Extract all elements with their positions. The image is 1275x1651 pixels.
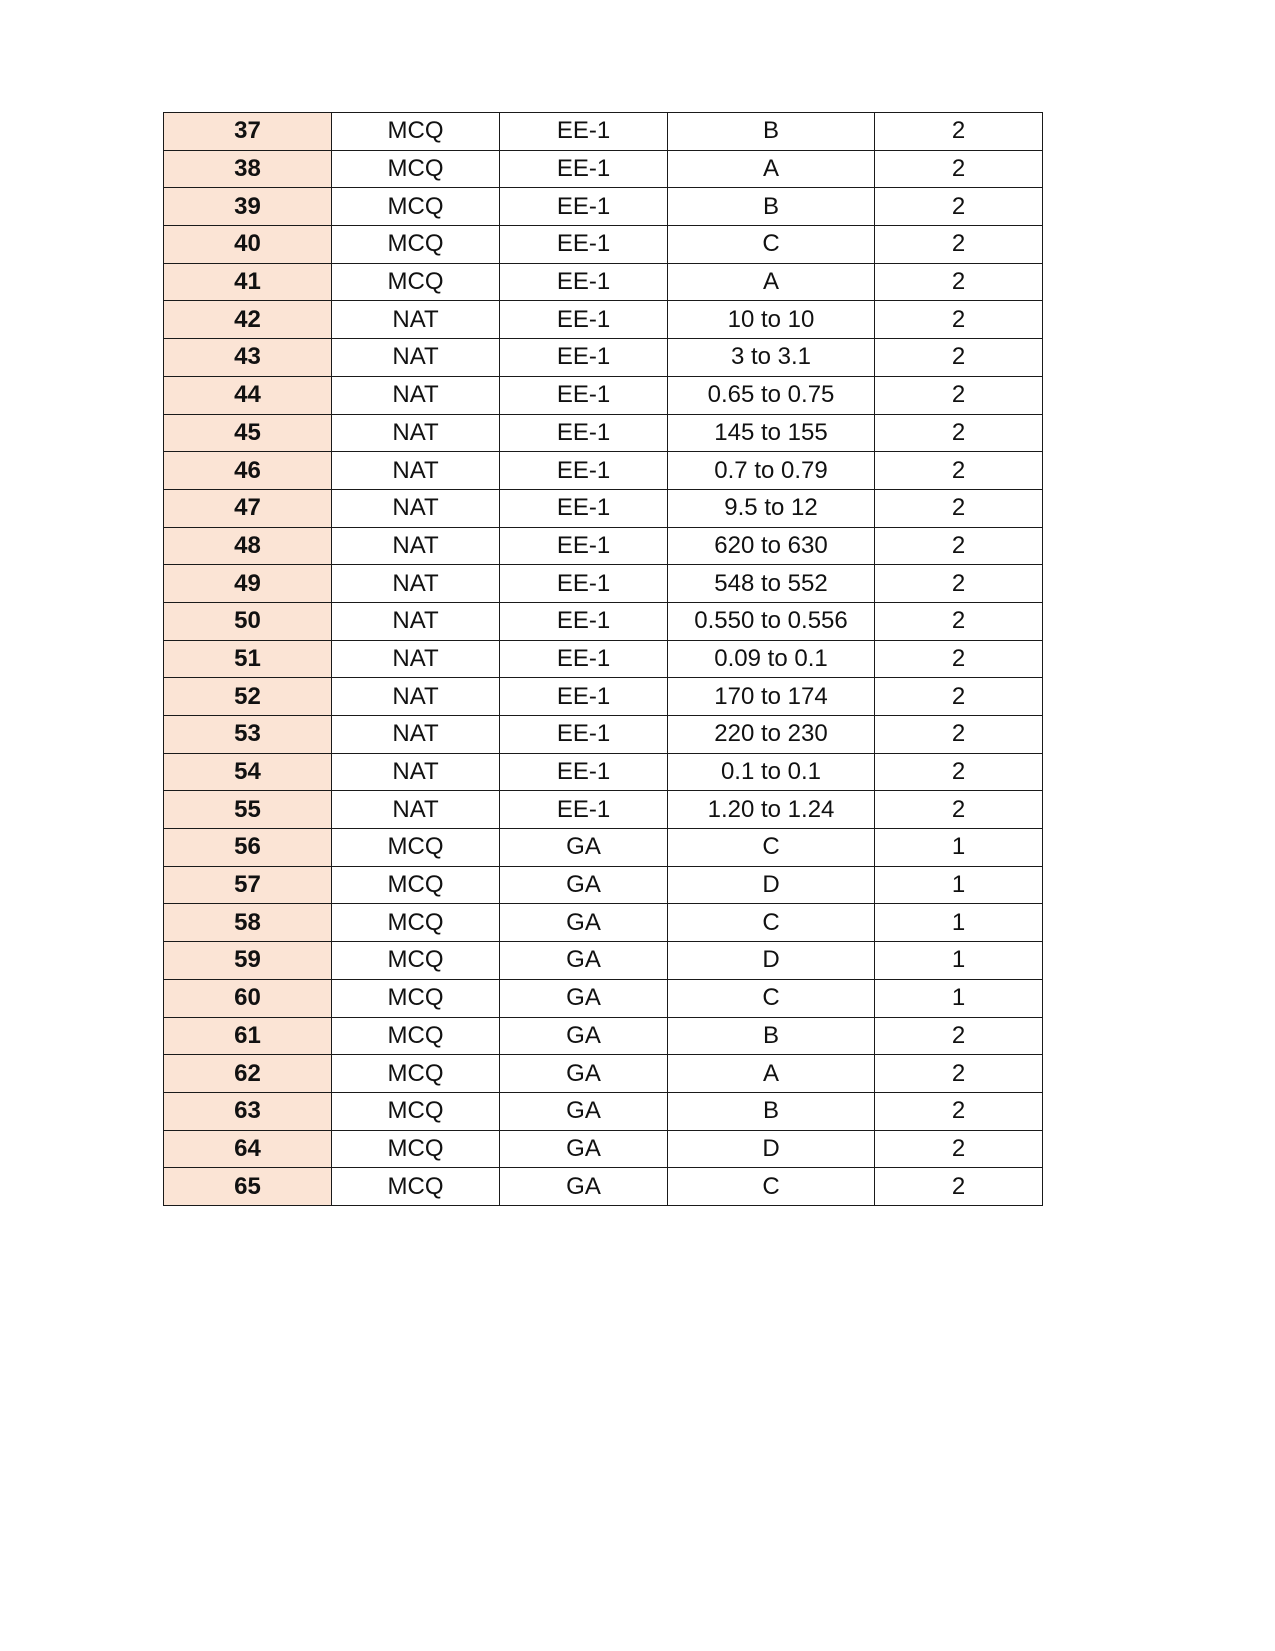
question-number-cell: 47 <box>164 489 332 527</box>
marks-cell: 2 <box>875 188 1043 226</box>
question-type-cell: NAT <box>332 640 500 678</box>
question-type-cell: MCQ <box>332 979 500 1017</box>
marks-cell: 2 <box>875 1055 1043 1093</box>
answer-key-cell: B <box>668 188 875 226</box>
question-number-cell: 39 <box>164 188 332 226</box>
marks-cell: 2 <box>875 1168 1043 1206</box>
marks-cell: 2 <box>875 414 1043 452</box>
section-cell: EE-1 <box>500 753 668 791</box>
table-row <box>164 376 1043 414</box>
question-number-cell: 58 <box>164 904 332 942</box>
marks-cell: 2 <box>875 602 1043 640</box>
table-row <box>164 866 1043 904</box>
marks-cell: 2 <box>875 1092 1043 1130</box>
answer-key-cell: 220 to 230 <box>668 716 875 754</box>
section-cell: EE-1 <box>500 452 668 490</box>
section-cell: EE-1 <box>500 188 668 226</box>
question-number-cell: 46 <box>164 452 332 490</box>
section-cell: EE-1 <box>500 678 668 716</box>
table-row <box>164 979 1043 1017</box>
question-type-cell: MCQ <box>332 942 500 980</box>
marks-cell: 2 <box>875 791 1043 829</box>
marks-cell: 2 <box>875 640 1043 678</box>
marks-cell: 2 <box>875 716 1043 754</box>
section-cell: GA <box>500 1130 668 1168</box>
question-number-cell: 49 <box>164 565 332 603</box>
answer-key-cell: 1.20 to 1.24 <box>668 791 875 829</box>
question-type-cell: NAT <box>332 339 500 377</box>
section-cell: GA <box>500 1017 668 1055</box>
question-type-cell: MCQ <box>332 226 500 264</box>
table-row <box>164 904 1043 942</box>
question-type-cell: MCQ <box>332 1092 500 1130</box>
marks-cell: 2 <box>875 150 1043 188</box>
question-number-cell: 50 <box>164 602 332 640</box>
section-cell: EE-1 <box>500 414 668 452</box>
question-number-cell: 57 <box>164 866 332 904</box>
answer-key-cell: 0.65 to 0.75 <box>668 376 875 414</box>
answer-key-cell: 0.09 to 0.1 <box>668 640 875 678</box>
table-row <box>164 150 1043 188</box>
answer-key-cell: D <box>668 942 875 980</box>
marks-cell: 2 <box>875 753 1043 791</box>
table-row <box>164 1055 1043 1093</box>
question-type-cell: NAT <box>332 678 500 716</box>
answer-key-cell: 10 to 10 <box>668 301 875 339</box>
question-number-cell: 61 <box>164 1017 332 1055</box>
question-type-cell: MCQ <box>332 866 500 904</box>
answer-key-cell: A <box>668 263 875 301</box>
table-row <box>164 301 1043 339</box>
question-number-cell: 45 <box>164 414 332 452</box>
question-number-cell: 48 <box>164 527 332 565</box>
question-type-cell: NAT <box>332 414 500 452</box>
question-number-cell: 64 <box>164 1130 332 1168</box>
answer-key-body <box>164 113 1043 1206</box>
table-row <box>164 452 1043 490</box>
question-type-cell: NAT <box>332 376 500 414</box>
section-cell: EE-1 <box>500 791 668 829</box>
answer-key-cell: C <box>668 829 875 867</box>
answer-key-table <box>163 112 1043 1206</box>
question-type-cell: NAT <box>332 753 500 791</box>
question-number-cell: 52 <box>164 678 332 716</box>
answer-key-cell: 9.5 to 12 <box>668 489 875 527</box>
question-number-cell: 51 <box>164 640 332 678</box>
question-type-cell: MCQ <box>332 1055 500 1093</box>
table-row <box>164 1168 1043 1206</box>
question-type-cell: MCQ <box>332 1130 500 1168</box>
answer-key-cell: C <box>668 1168 875 1206</box>
question-number-cell: 43 <box>164 339 332 377</box>
question-number-cell: 55 <box>164 791 332 829</box>
marks-cell: 1 <box>875 866 1043 904</box>
marks-cell: 2 <box>875 1017 1043 1055</box>
table-row <box>164 565 1043 603</box>
answer-key-cell: 548 to 552 <box>668 565 875 603</box>
table-row <box>164 753 1043 791</box>
answer-key-cell: A <box>668 1055 875 1093</box>
question-type-cell: NAT <box>332 527 500 565</box>
section-cell: EE-1 <box>500 113 668 151</box>
marks-cell: 1 <box>875 979 1043 1017</box>
marks-cell: 2 <box>875 376 1043 414</box>
question-type-cell: MCQ <box>332 904 500 942</box>
table-row <box>164 716 1043 754</box>
question-type-cell: MCQ <box>332 263 500 301</box>
section-cell: GA <box>500 1168 668 1206</box>
question-number-cell: 44 <box>164 376 332 414</box>
section-cell: GA <box>500 866 668 904</box>
marks-cell: 2 <box>875 1130 1043 1168</box>
section-cell: GA <box>500 829 668 867</box>
table-row <box>164 263 1043 301</box>
question-type-cell: NAT <box>332 489 500 527</box>
question-number-cell: 37 <box>164 113 332 151</box>
answer-key-cell: C <box>668 904 875 942</box>
question-number-cell: 41 <box>164 263 332 301</box>
question-type-cell: MCQ <box>332 113 500 151</box>
question-number-cell: 63 <box>164 1092 332 1130</box>
table-row <box>164 339 1043 377</box>
question-type-cell: NAT <box>332 301 500 339</box>
section-cell: GA <box>500 1055 668 1093</box>
table-row <box>164 188 1043 226</box>
question-type-cell: NAT <box>332 716 500 754</box>
question-type-cell: NAT <box>332 452 500 490</box>
section-cell: GA <box>500 942 668 980</box>
section-cell: EE-1 <box>500 489 668 527</box>
question-type-cell: MCQ <box>332 1168 500 1206</box>
answer-key-cell: 170 to 174 <box>668 678 875 716</box>
section-cell: EE-1 <box>500 226 668 264</box>
answer-key-cell: B <box>668 1017 875 1055</box>
answer-key-cell: 0.7 to 0.79 <box>668 452 875 490</box>
section-cell: EE-1 <box>500 716 668 754</box>
marks-cell: 2 <box>875 452 1043 490</box>
section-cell: EE-1 <box>500 263 668 301</box>
section-cell: GA <box>500 904 668 942</box>
question-number-cell: 38 <box>164 150 332 188</box>
table-row <box>164 640 1043 678</box>
answer-key-cell: C <box>668 226 875 264</box>
table-row <box>164 1092 1043 1130</box>
question-number-cell: 62 <box>164 1055 332 1093</box>
question-type-cell: NAT <box>332 565 500 603</box>
section-cell: GA <box>500 979 668 1017</box>
question-type-cell: MCQ <box>332 1017 500 1055</box>
marks-cell: 2 <box>875 678 1043 716</box>
table-row <box>164 414 1043 452</box>
question-type-cell: MCQ <box>332 150 500 188</box>
section-cell: GA <box>500 1092 668 1130</box>
answer-key-cell: 0.1 to 0.1 <box>668 753 875 791</box>
question-number-cell: 53 <box>164 716 332 754</box>
marks-cell: 2 <box>875 301 1043 339</box>
table-row <box>164 829 1043 867</box>
section-cell: EE-1 <box>500 602 668 640</box>
question-type-cell: MCQ <box>332 188 500 226</box>
marks-cell: 1 <box>875 829 1043 867</box>
section-cell: EE-1 <box>500 339 668 377</box>
table-row <box>164 489 1043 527</box>
answer-key-cell: 620 to 630 <box>668 527 875 565</box>
table-row <box>164 791 1043 829</box>
question-number-cell: 65 <box>164 1168 332 1206</box>
question-number-cell: 42 <box>164 301 332 339</box>
section-cell: EE-1 <box>500 527 668 565</box>
table-row <box>164 113 1043 151</box>
answer-key-cell: C <box>668 979 875 1017</box>
table-row <box>164 1017 1043 1055</box>
question-number-cell: 59 <box>164 942 332 980</box>
section-cell: EE-1 <box>500 301 668 339</box>
answer-key-cell: 145 to 155 <box>668 414 875 452</box>
marks-cell: 2 <box>875 339 1043 377</box>
question-number-cell: 60 <box>164 979 332 1017</box>
question-number-cell: 40 <box>164 226 332 264</box>
answer-key-cell: A <box>668 150 875 188</box>
marks-cell: 2 <box>875 226 1043 264</box>
answer-key-cell: B <box>668 1092 875 1130</box>
question-type-cell: NAT <box>332 602 500 640</box>
answer-key-cell: 3 to 3.1 <box>668 339 875 377</box>
section-cell: EE-1 <box>500 565 668 603</box>
table-row <box>164 226 1043 264</box>
table-row <box>164 1130 1043 1168</box>
marks-cell: 2 <box>875 113 1043 151</box>
table-row <box>164 527 1043 565</box>
answer-key-cell: D <box>668 866 875 904</box>
marks-cell: 2 <box>875 565 1043 603</box>
marks-cell: 2 <box>875 527 1043 565</box>
answer-key-cell: D <box>668 1130 875 1168</box>
table-row <box>164 602 1043 640</box>
marks-cell: 2 <box>875 263 1043 301</box>
answer-key-cell: 0.550 to 0.556 <box>668 602 875 640</box>
marks-cell: 1 <box>875 942 1043 980</box>
question-type-cell: NAT <box>332 791 500 829</box>
table-row <box>164 678 1043 716</box>
marks-cell: 1 <box>875 904 1043 942</box>
question-number-cell: 54 <box>164 753 332 791</box>
question-number-cell: 56 <box>164 829 332 867</box>
section-cell: EE-1 <box>500 150 668 188</box>
section-cell: EE-1 <box>500 640 668 678</box>
section-cell: EE-1 <box>500 376 668 414</box>
answer-key-cell: B <box>668 113 875 151</box>
marks-cell: 2 <box>875 489 1043 527</box>
question-type-cell: MCQ <box>332 829 500 867</box>
table-row <box>164 942 1043 980</box>
